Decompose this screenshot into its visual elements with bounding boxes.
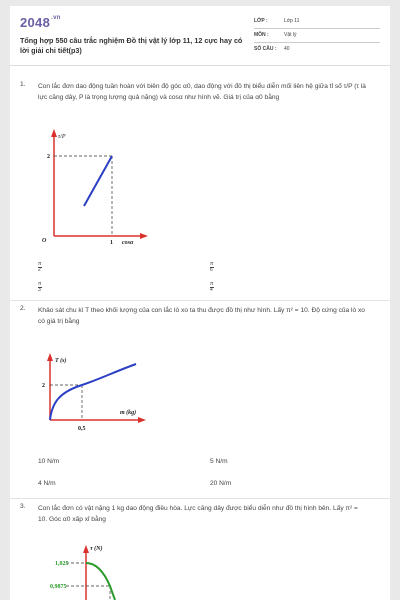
y-tick-label: 2 <box>47 154 50 160</box>
document-title: Tổng hợp 550 câu trắc nghiệm Đồ thị vật lý lớp 11, 12 cực hay có lời giải chi tiết(p3) <box>20 36 243 55</box>
x-axis-label: cosα <box>122 240 134 246</box>
y-axis-label: T (s) <box>55 358 67 364</box>
question-2-graph <box>34 350 154 438</box>
option-b[interactable]: π 6 <box>210 261 214 273</box>
y-axis-arrow <box>47 353 53 361</box>
option-a[interactable]: π 2 <box>38 261 42 273</box>
option-c[interactable]: π 3 <box>38 281 42 293</box>
y-tick-label: 2 <box>42 383 45 389</box>
option-b[interactable]: 5 N/m <box>210 458 228 465</box>
y-axis-arrow <box>51 129 57 137</box>
question-number: 2. <box>20 305 26 312</box>
question-text: Con lắc đơn có vật nặng 1 kg dao động điều hòa. Lực căng dây được biểu diễn như đồ thị hình bên. Lấy π² = 10. Góc α0 xấp xỉ bằng <box>38 505 358 523</box>
graph-line <box>84 156 112 206</box>
question-divider <box>10 498 390 499</box>
site-logo[interactable]: $2048^{.vn}$ <box>20 15 61 30</box>
y-axis-arrow <box>83 545 89 553</box>
y-tick-label: 0,9875 <box>50 584 67 590</box>
question-number: 3. <box>20 503 26 510</box>
x-tick-label: 1 <box>110 240 113 246</box>
question-divider <box>10 300 390 301</box>
document-header: $2048^{.vn}$ Tổng hợp 550 câu trắc nghiệm Đồ thị vật lý lớp 11, 12 cực hay có lời giải chi tiết(p3) LỚP : Lớp 11 MÔN : Vật lý SỐ CÂU : 40 <box>10 6 390 66</box>
question-text: Khảo sát chu kì T theo khối lượng của con lắc lò xo ta thu được đồ thị như hình. Lấy π² = 10. Độ cứng của lò xo có giá trị bằng <box>38 307 365 325</box>
option-d[interactable]: π 4 <box>210 281 214 293</box>
option-a[interactable]: 10 N/m <box>38 458 60 465</box>
x-axis-arrow <box>138 417 146 423</box>
graph-curve <box>86 563 115 600</box>
question-text: Con lắc đơn dao động tuần hoàn với biên độ góc α0, dao động với đồ thị biểu diễn mối liên hệ giữa tỉ số τ/P (τ là lực căng dây, P là trọng lượng quả nặng) và cosα như hình vẽ. Giá trị của α0 bằng <box>38 83 366 101</box>
origin-label: O <box>42 238 47 244</box>
x-tick-label: 0,5 <box>78 426 86 432</box>
question-number: 1. <box>20 81 26 88</box>
question-1-graph <box>34 124 154 249</box>
y-axis-label: τ/P <box>58 134 66 140</box>
question-3-graph <box>34 540 154 600</box>
x-axis-arrow <box>140 233 148 239</box>
y-tick-label: 1,025 <box>55 561 69 567</box>
y-axis-label: τ (N) <box>90 546 103 552</box>
option-c[interactable]: 4 N/m <box>38 480 56 487</box>
option-d[interactable]: 20 N/m <box>210 480 232 487</box>
x-axis-label: m (kg) <box>120 410 137 416</box>
document-page <box>10 6 390 600</box>
